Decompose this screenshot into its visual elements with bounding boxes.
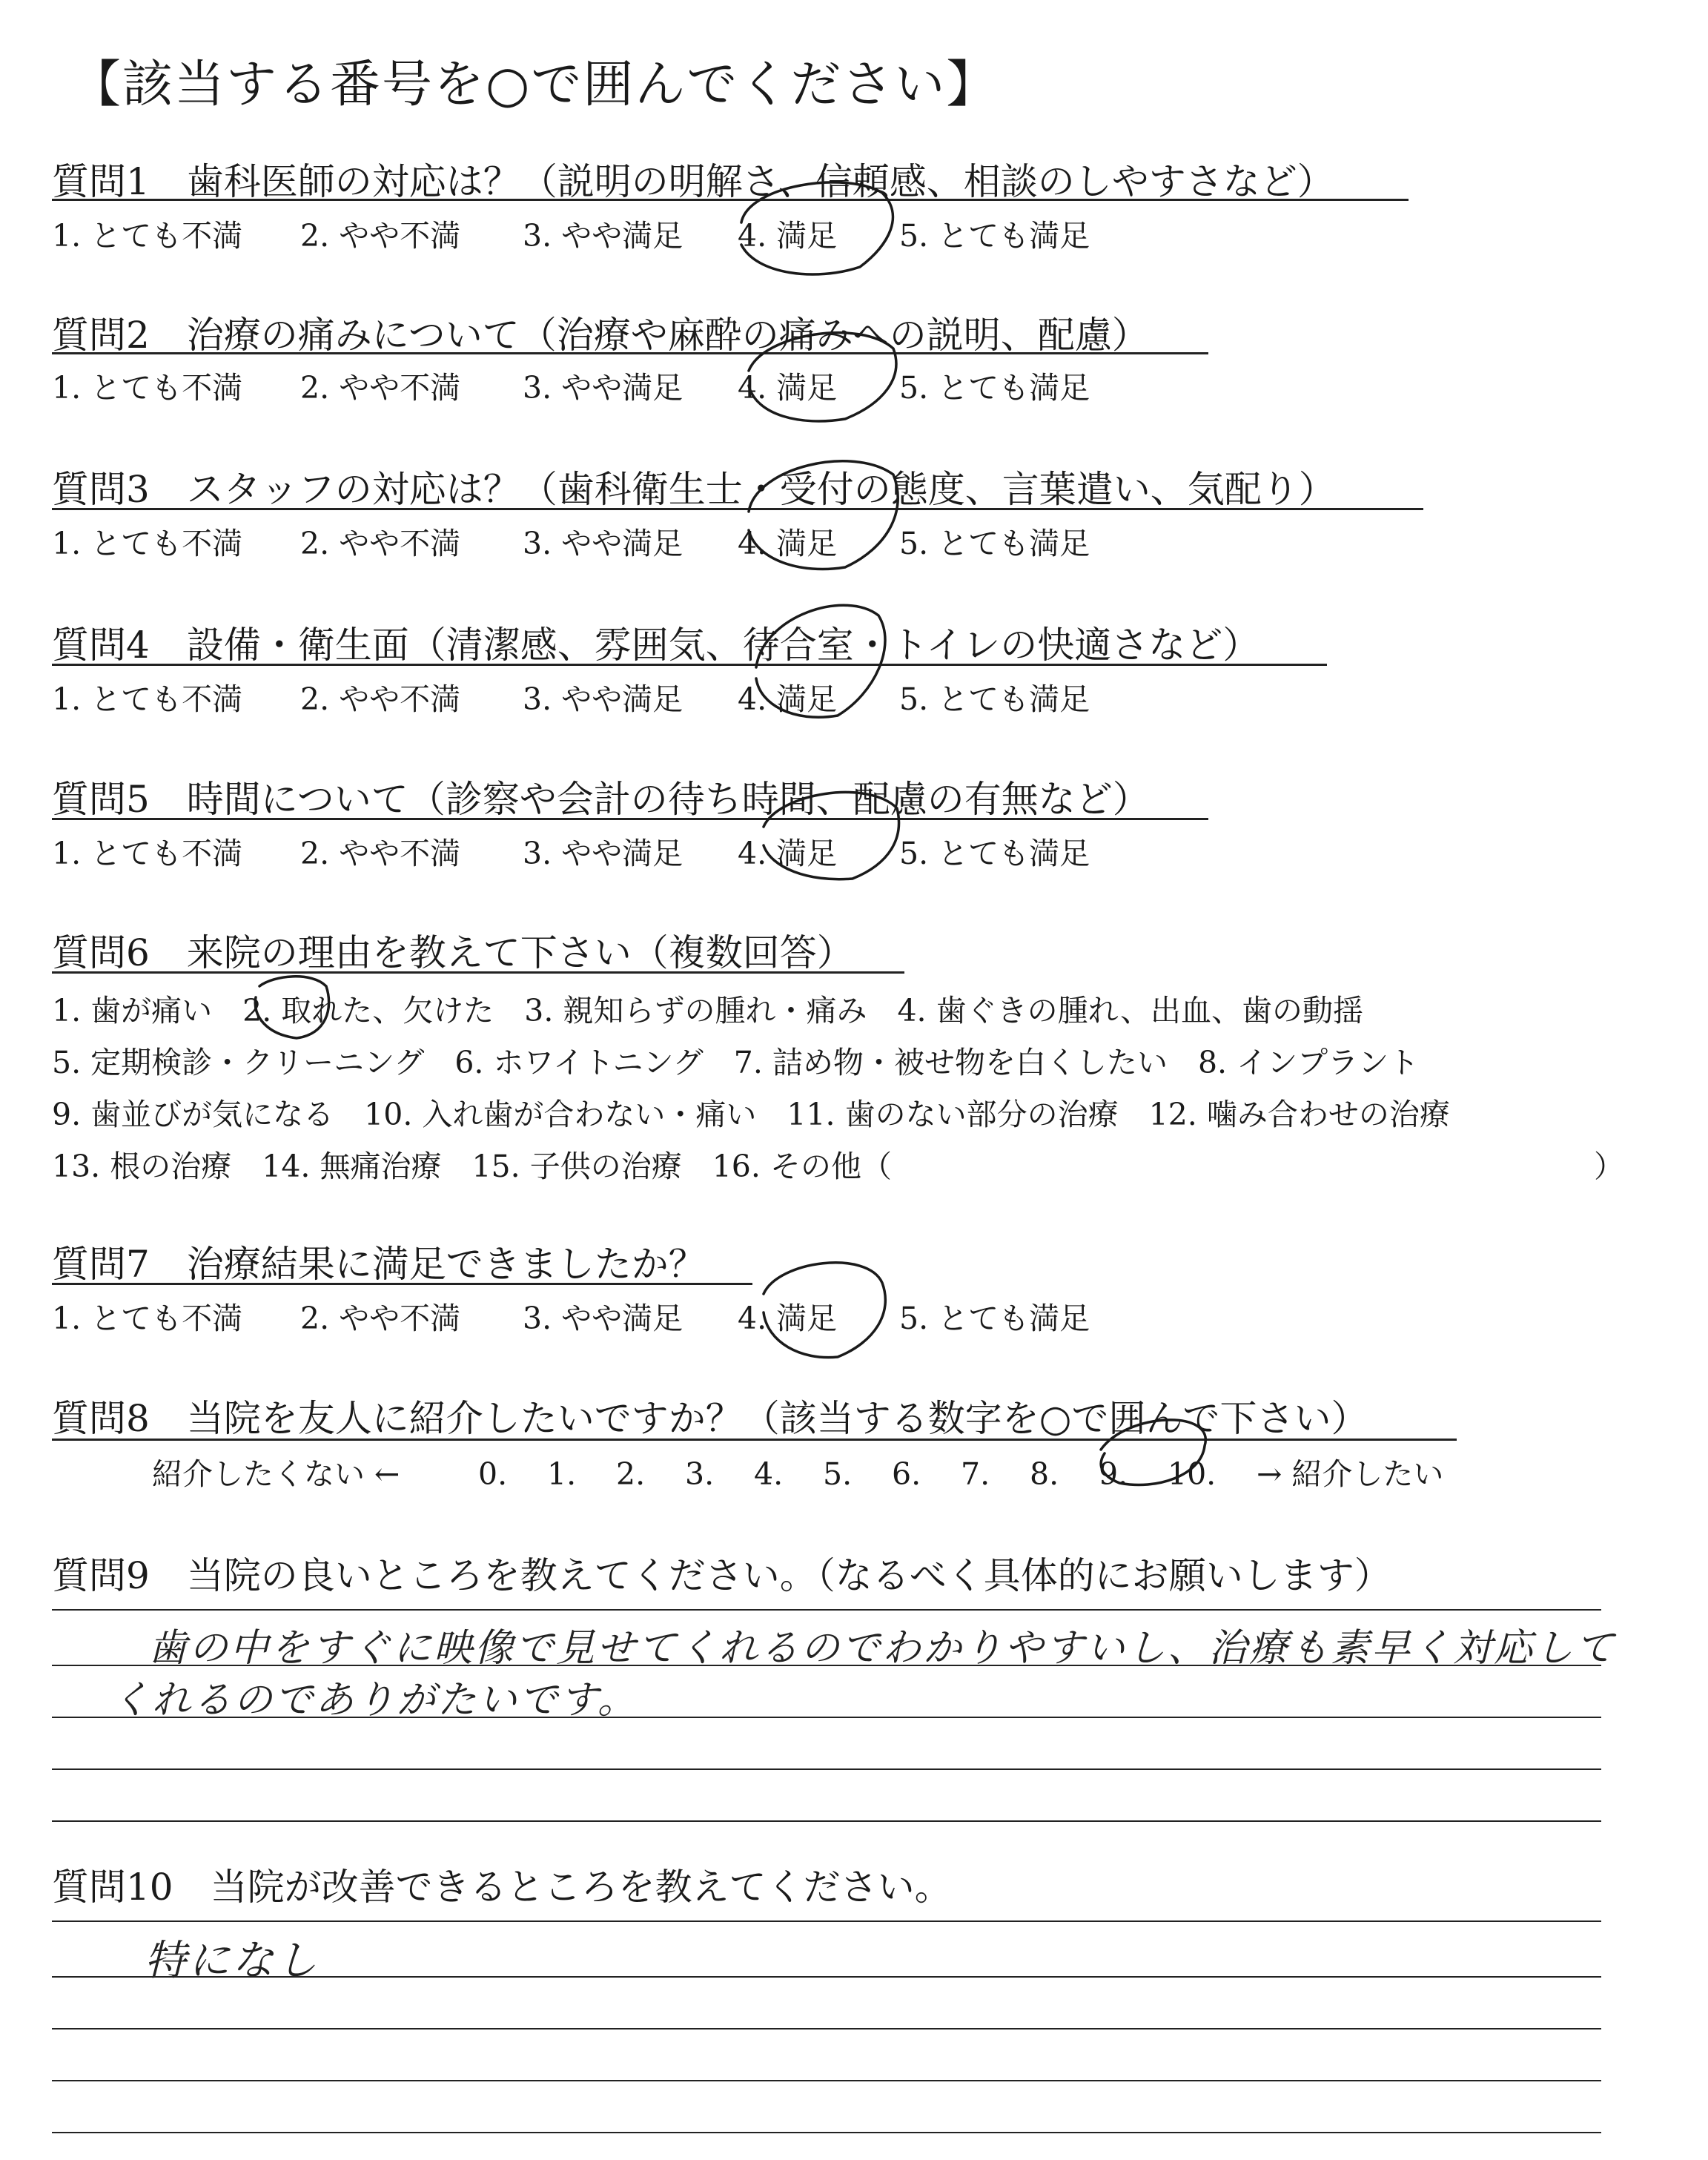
question-6-line-4[interactable]: 13. 根の治療 14. 無痛治療 15. 子供の治療 16. その他（: [52, 1149, 892, 1184]
option-4[interactable]: 4. 満足: [738, 681, 838, 717]
question-6-other-close: ）: [1594, 1149, 1624, 1184]
writing-line: [52, 1609, 1601, 1611]
question-10-title: 質問10 当院が改善できるところを教えてください。: [52, 1866, 952, 1909]
option-4[interactable]: 4. 満足: [738, 370, 838, 406]
question-2-underline: [52, 352, 1208, 354]
option-1[interactable]: 1. とても不満: [52, 1301, 243, 1336]
option-4[interactable]: 4. 満足: [738, 1301, 838, 1336]
option-5[interactable]: 5. とても満足: [899, 526, 1090, 561]
option-4[interactable]: 4. 満足: [738, 526, 838, 561]
option-2[interactable]: 2. やや不満: [300, 681, 461, 717]
question-4-underline: [52, 664, 1327, 666]
option-3[interactable]: 3. やや満足: [523, 1301, 683, 1336]
scale-9[interactable]: 9.: [1099, 1456, 1128, 1492]
question-8-scale: [152, 1450, 1443, 1493]
question-7-options: [52, 1294, 1090, 1338]
scale-5[interactable]: 5.: [823, 1456, 853, 1492]
question-8-underline: [52, 1439, 1457, 1441]
scale-3[interactable]: 3.: [685, 1456, 715, 1492]
option-2[interactable]: 2. やや不満: [300, 526, 461, 561]
question-4-title: 質問4 設備・衛生面（清潔感、雰囲気、待合室・トイレの快適さなど）: [52, 624, 1260, 667]
question-1-title: 質問1 歯科医師の対応は？（説明の明解さ、信頼感、相談のしやすさなど）: [52, 160, 1334, 203]
scale-4[interactable]: 4.: [754, 1456, 784, 1492]
writing-line: [52, 1820, 1601, 1822]
question-5-options: [52, 829, 1090, 873]
question-6-line-3[interactable]: 9. 歯並びが気になる 10. 入れ歯が合わない・痛い 11. 歯のない部分の治療 12. 噛み合わせの治療: [52, 1097, 1450, 1132]
question-5-title: 質問5 時間について（診察や会計の待ち時間、配慮の有無など）: [52, 778, 1150, 821]
question-3-underline: [52, 508, 1423, 510]
question-9-answer-line-1[interactable]: 歯の中をすぐに映像で見せてくれるのでわかりやすいし、治療も素早く対応して: [148, 1626, 1617, 1671]
question-3-options: [52, 519, 1090, 563]
option-5[interactable]: 5. とても満足: [899, 218, 1090, 254]
scale-left-label: 紹介したくない ←: [152, 1456, 400, 1492]
writing-line: [52, 1920, 1601, 1922]
writing-line: [52, 2080, 1601, 2081]
question-3-title: 質問3 スタッフの対応は？（歯科衛生士・受付の態度、言葉遣い、気配り）: [52, 468, 1336, 511]
option-2[interactable]: 2. やや不満: [300, 370, 461, 406]
question-6-title: 質問6 来院の理由を教えて下さい（複数回答）: [52, 931, 854, 974]
writing-line: [52, 1768, 1601, 1770]
option-3[interactable]: 3. やや満足: [523, 836, 683, 871]
option-5[interactable]: 5. とても満足: [899, 836, 1090, 871]
question-6-line-2[interactable]: 5. 定期検診・クリーニング 6. ホワイトニング 7. 詰め物・被せ物を白くしたい 8. インプラント: [52, 1045, 1420, 1080]
question-1-options: [52, 211, 1090, 255]
option-3[interactable]: 3. やや満足: [523, 681, 683, 717]
scale-1[interactable]: 1.: [547, 1456, 577, 1492]
question-1-underline: [52, 199, 1409, 201]
question-2-title: 質問2 治療の痛みについて（治療や麻酔の痛みへの説明、配慮）: [52, 314, 1149, 357]
option-2[interactable]: 2. やや不満: [300, 218, 461, 254]
question-2-options: [52, 363, 1090, 407]
option-4[interactable]: 4. 満足: [738, 836, 838, 871]
page-heading: 【該当する番号を○で囲んでください】: [70, 56, 999, 114]
option-3[interactable]: 3. やや満足: [523, 370, 683, 406]
option-1[interactable]: 1. とても不満: [52, 681, 243, 717]
question-10-answer[interactable]: 特になし: [145, 1937, 320, 1985]
option-5[interactable]: 5. とても満足: [899, 681, 1090, 717]
scale-7[interactable]: 7.: [961, 1456, 990, 1492]
question-7-underline: [52, 1283, 752, 1285]
scale-2[interactable]: 2.: [616, 1456, 646, 1492]
question-5-underline: [52, 818, 1208, 820]
option-2[interactable]: 2. やや不満: [300, 1301, 461, 1336]
question-9-title: 質問9 当院の良いところを教えてください。（なるべく具体的にお願いします）: [52, 1554, 1391, 1597]
question-7-title: 質問7 治療結果に満足できましたか？: [52, 1243, 706, 1286]
scale-right-label: → 紹介したい: [1257, 1456, 1444, 1492]
scale-0[interactable]: 0.: [478, 1456, 508, 1492]
option-1[interactable]: 1. とても不満: [52, 836, 243, 871]
question-4-options: [52, 675, 1090, 719]
option-4[interactable]: 4. 満足: [738, 218, 838, 254]
question-9-answer-line-2[interactable]: くれるのでありがたいです。: [111, 1678, 638, 1723]
option-3[interactable]: 3. やや満足: [523, 218, 683, 254]
scale-8[interactable]: 8.: [1030, 1456, 1059, 1492]
writing-line: [52, 2028, 1601, 2029]
question-8-title: 質問8 当院を友人に紹介したいですか？（該当する数字を○で囲んで下さい）: [52, 1397, 1368, 1440]
option-5[interactable]: 5. とても満足: [899, 370, 1090, 406]
option-2[interactable]: 2. やや不満: [300, 836, 461, 871]
option-1[interactable]: 1. とても不満: [52, 218, 243, 254]
question-6-underline: [52, 971, 904, 974]
scale-10[interactable]: 10.: [1168, 1456, 1217, 1492]
option-3[interactable]: 3. やや満足: [523, 526, 683, 561]
option-5[interactable]: 5. とても満足: [899, 1301, 1090, 1336]
option-1[interactable]: 1. とても不満: [52, 370, 243, 406]
option-1[interactable]: 1. とても不満: [52, 526, 243, 561]
question-6-line-1[interactable]: 1. 歯が痛い 2. 取れた、欠けた 3. 親知らずの腫れ・痛み 4. 歯ぐきの腫れ、出血、歯の動揺: [52, 993, 1364, 1028]
scale-6[interactable]: 6.: [892, 1456, 921, 1492]
writing-line: [52, 2132, 1601, 2133]
